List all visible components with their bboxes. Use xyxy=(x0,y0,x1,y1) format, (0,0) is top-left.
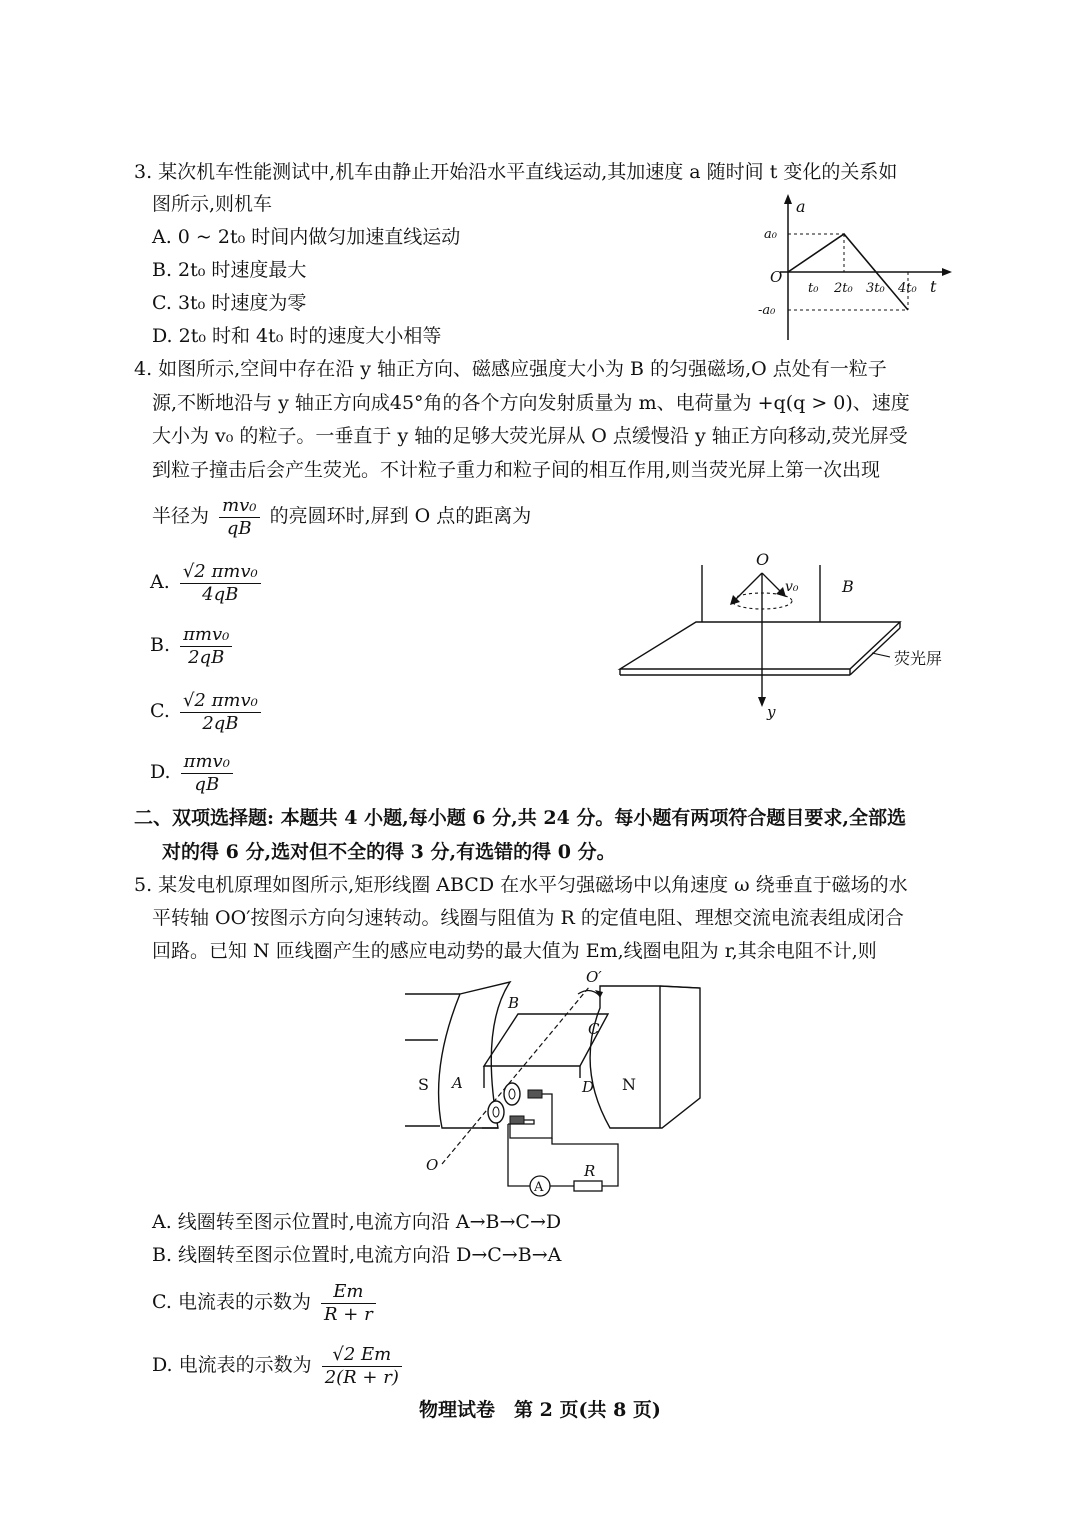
q4-stem-line3: 大小为 v₀ 的粒子。一垂直于 y 轴的足够大荧光屏从 O 点缓慢沿 y 轴正方向移动,荧光屏受 xyxy=(152,425,908,447)
q3-option-a: A. 0 ~ 2t₀ 时间内做匀加速直线运动 xyxy=(152,226,461,248)
q4-option-b-label: B. xyxy=(150,634,171,656)
q5-stem-line1: 5. 某发电机原理如图所示,矩形线圈 ABCD 在水平匀强磁场中以角速度 ω 绕垂直于磁场的水 xyxy=(134,874,908,896)
q5-option-c-num: Em xyxy=(321,1281,376,1304)
q4-stem-frac-num: mv₀ xyxy=(219,495,259,518)
q3-option-d: D. 2t₀ 时和 4t₀ 时的速度大小相等 xyxy=(152,325,442,347)
q5-label-o: O xyxy=(426,1156,439,1174)
q4-option-d-label: D. xyxy=(150,761,171,783)
q3-stem-line2: 图所示,则机车 xyxy=(152,193,273,215)
q4-stem-frac-den: qB xyxy=(226,517,252,539)
q5-option-c xyxy=(152,1280,380,1326)
q5-label-o-prime: O′ xyxy=(586,968,602,986)
q4-figure-axis: y xyxy=(767,703,776,721)
q5-generator-figure xyxy=(400,968,710,1200)
q4-screen-figure xyxy=(610,545,960,725)
q4-stem-prefix: 半径为 xyxy=(152,505,210,527)
q3-graph-y-bottom: -a₀ xyxy=(758,303,776,318)
q5-option-d-num: √2 Em xyxy=(322,1344,402,1367)
q4-stem-line4: 到粒子撞击后会产生荧光。不计粒子重力和粒子间的相互作用,则当荧光屏上第一次出现 xyxy=(152,459,881,481)
q4-stem-suffix: 的亮圆环时,屏到 O 点的距离为 xyxy=(269,505,532,527)
q5-label-r: R xyxy=(584,1162,596,1180)
q3-stem-line1: 3. 某次机车性能测试中,机车由静止开始沿水平直线运动,其加速度 a 随时间 t 变化的关系如 xyxy=(134,161,898,183)
q4-option-b-num: πmv₀ xyxy=(180,624,232,647)
q5-label-d: D xyxy=(582,1078,595,1096)
section2-line1: 二、双项选择题: 本题共 4 小题,每小题 6 分,共 24 分。每小题有两项符合题目要求,全部选 xyxy=(134,807,907,829)
q4-option-a-num: √2 πmv₀ xyxy=(180,561,261,584)
q4-figure-screen: 荧光屏 xyxy=(894,649,943,668)
q4-figure-field: B xyxy=(842,577,854,596)
q4-option-a-den: 4qB xyxy=(202,583,239,605)
q5-option-b: B. 线圈转至图示位置时,电流方向沿 D→C→B→A xyxy=(152,1244,562,1266)
q4-stem-line1: 4. 如图所示,空间中存在沿 y 轴正方向、磁感应强度大小为 B 的匀强磁场,O 点处有一粒子 xyxy=(134,358,887,380)
page-footer: 物理试卷 第 2 页(共 8 页) xyxy=(419,1399,661,1421)
q4-option-d-den: qB xyxy=(194,773,220,795)
q4-stem-line5 xyxy=(152,494,531,540)
q4-option-d xyxy=(150,750,237,796)
q5-label-c: C xyxy=(588,1020,600,1038)
q3-graph-x-tick-2: 2t₀ xyxy=(834,281,853,296)
q3-graph-x-tick-1: t₀ xyxy=(808,281,819,296)
q3-at-graph xyxy=(750,190,960,350)
q5-option-d xyxy=(152,1343,406,1389)
q4-option-c-den: 2qB xyxy=(202,712,239,734)
q3-option-c: C. 3t₀ 时速度为零 xyxy=(152,292,307,314)
q4-option-c-label: C. xyxy=(150,700,170,722)
q5-stem-line3: 回路。已知 N 匝线圈产生的感应电动势的最大值为 Em,线圈电阻为 r,其余电阻不计,则 xyxy=(152,940,877,962)
q5-option-c-den: R + r xyxy=(324,1303,373,1325)
q5-label-a: A xyxy=(452,1074,463,1092)
q5-stem-line2: 平转轴 OO′按图示方向匀速转动。线圈与阻值为 R 的定值电阻、理想交流电流表组成闭合 xyxy=(152,907,904,929)
q5-label-n: N xyxy=(622,1075,636,1094)
q4-figure-velocity: v₀ xyxy=(785,579,799,595)
q5-label-b: B xyxy=(508,994,520,1012)
q5-option-d-den: 2(R + r) xyxy=(324,1366,399,1388)
q4-option-b xyxy=(150,623,236,669)
q4-option-a xyxy=(150,560,265,606)
q4-option-c xyxy=(150,689,265,735)
q4-option-c-num: √2 πmv₀ xyxy=(180,690,261,713)
q4-option-a-label: A. xyxy=(150,571,170,593)
q4-option-d-num: πmv₀ xyxy=(181,751,233,774)
q4-figure-origin: O xyxy=(756,550,770,569)
q3-graph-origin: O xyxy=(770,268,783,286)
q4-stem-fraction xyxy=(219,495,259,540)
section2-line2: 对的得 6 分,选对但不全的得 3 分,有选错的得 0 分。 xyxy=(162,841,616,863)
q5-option-d-prefix: D. 电流表的示数为 xyxy=(152,1354,312,1376)
q5-option-a: A. 线圈转至图示位置时,电流方向沿 A→B→C→D xyxy=(152,1211,562,1233)
q4-option-b-den: 2qB xyxy=(188,646,225,668)
q5-label-ammeter: A xyxy=(534,1180,544,1195)
q3-graph-x-tick-4: 4t₀ xyxy=(898,281,917,296)
q5-label-s: S xyxy=(418,1075,429,1094)
q3-graph-x-label: t xyxy=(930,277,937,296)
q3-graph-y-label: a xyxy=(796,197,806,216)
q3-graph-x-tick-3: 3t₀ xyxy=(866,281,885,296)
q5-option-c-prefix: C. 电流表的示数为 xyxy=(152,1291,311,1313)
q4-stem-line2: 源,不断地沿与 y 轴正方向成45°角的各个方向发射质量为 m、电荷量为 +q(q > 0)、速度 xyxy=(152,392,910,414)
q3-option-b: B. 2t₀ 时速度最大 xyxy=(152,259,307,281)
q3-graph-y-top: a₀ xyxy=(764,227,777,242)
